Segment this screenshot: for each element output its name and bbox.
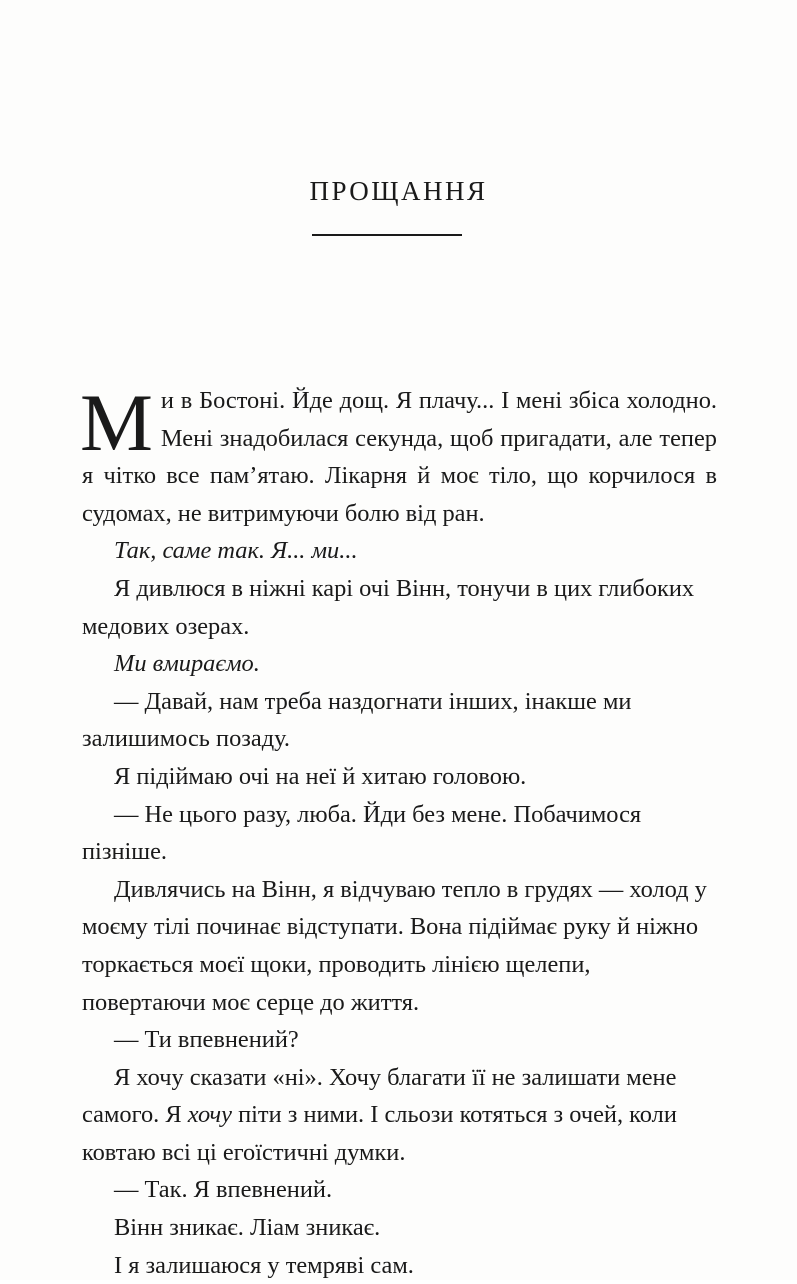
- paragraph-10-end: піти з ними. І сльози котяться з очей, коли ковтаю всі ці егоїстичні думки.: [82, 1101, 677, 1166]
- chapter-title: ПРОЩАННЯ: [309, 176, 488, 206]
- paragraph-8: Дивлячись на Вінн, я відчуваю тепло в грудях — холод у моєму тілі починає відступати. Вона підіймає руку й ніжно торкається моєї щоки, проводить лінією щелепи, повертаючи моє серце до життя.: [82, 875, 707, 1016]
- paragraph-10-emphasis: хочу: [187, 1101, 232, 1129]
- paragraph-6: Я підіймаю очі на неї й хитаю головою.: [114, 762, 527, 790]
- paragraph-4: Ми вмираємо.: [114, 650, 260, 678]
- drop-cap: М: [80, 377, 153, 468]
- chapter-text: [80, 377, 717, 1284]
- paragraph-11: — Так. Я впевнений.: [114, 1176, 333, 1204]
- paragraph-13: І я залишаюся у темряві сам.: [114, 1251, 414, 1279]
- paragraph-3: Я дивлюся в ніжні карі очі Вінн, тонучи в цих глибоких медових озерах.: [82, 574, 695, 640]
- paragraph-9: — Ти впевнений?: [114, 1026, 299, 1054]
- paragraph-2: Так, саме так. Я... ми...: [114, 537, 358, 565]
- paragraph-5: — Давай, нам треба наздогнати інших, інакше ми залишимось позаду.: [82, 687, 632, 753]
- paragraph-1: [80, 377, 717, 532]
- paragraph-1-text: и в Бостоні. Йде дощ. Я плачу... І мені збіса холодно. Мені знадобилася секунда, щоб пригадати, але тепер я чітко все пам’ятаю. Лікарня й моє тіло, що корчилося в судомах, не витримуючи болю від ран.: [82, 387, 717, 527]
- paragraph-10-start: Я хочу сказати «ні». Хочу благати її не залишати мене самого. Я: [82, 1063, 677, 1129]
- paragraph-10: [82, 1059, 717, 1172]
- title-divider: [312, 234, 462, 236]
- paragraph-12: Вінн зникає. Ліам зникає.: [114, 1214, 381, 1242]
- paragraph-7: — Не цього разу, люба. Йди без мене. Побачимося пізніше.: [82, 800, 642, 866]
